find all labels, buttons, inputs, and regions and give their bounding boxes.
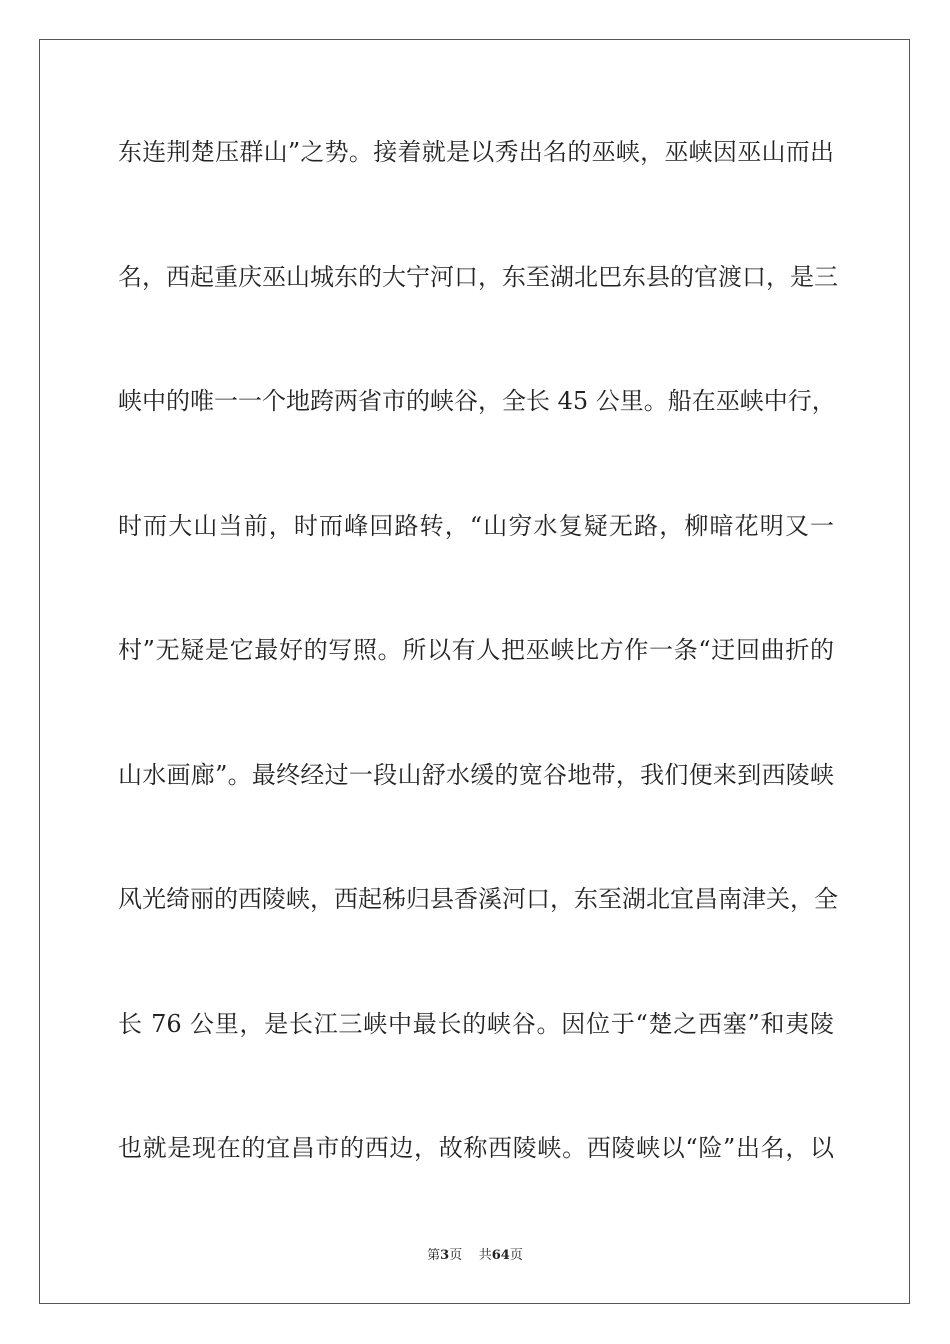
document-body — [118, 128, 838, 1249]
page-prefix: 第 — [427, 1248, 441, 1263]
text-line: 风光绮丽的西陵峡，西起秭归县香溪河口，东至湖北宜昌南津关，全 — [118, 885, 838, 913]
text-line: 长 76 公里，是长江三峡中最长的峡谷。因位于“楚之西塞”和夷陵 — [118, 1009, 834, 1038]
total-suffix: 页 — [509, 1248, 523, 1263]
text-line: 时而大山当前，时而峰回路转，“山穷水复疑无路，柳暗花明又一 — [118, 511, 834, 540]
text-line: 峡中的唯一一个地跨两省市的峡谷，全长 45 公里。船在巫峡中行， — [118, 387, 836, 415]
text-line: 也就是现在的宜昌市的西边，故称西陵峡。西陵峡以“险”出名，以 — [118, 1134, 834, 1162]
page-suffix: 页 — [449, 1248, 463, 1263]
page-number: 3 — [440, 1248, 450, 1263]
text-line: 村”无疑是它最好的写照。所以有人把巫峡比方作一条“迂回曲折的 — [118, 636, 834, 664]
total-prefix: 共 — [478, 1248, 492, 1263]
text-line: 山水画廊”。最终经过一段山舒水缓的宽谷地带，我们便来到西陵峡 — [118, 760, 834, 789]
text-line: 名，西起重庆巫山城东的大宁河口，东至湖北巴东县的官渡口，是三 — [118, 262, 838, 291]
text-line: 东连荆楚压群山”之势。接着就是以秀出名的巫峡，巫峡因巫山而出 — [118, 138, 834, 166]
page-footer — [0, 1246, 950, 1266]
total-pages: 64 — [491, 1248, 510, 1263]
